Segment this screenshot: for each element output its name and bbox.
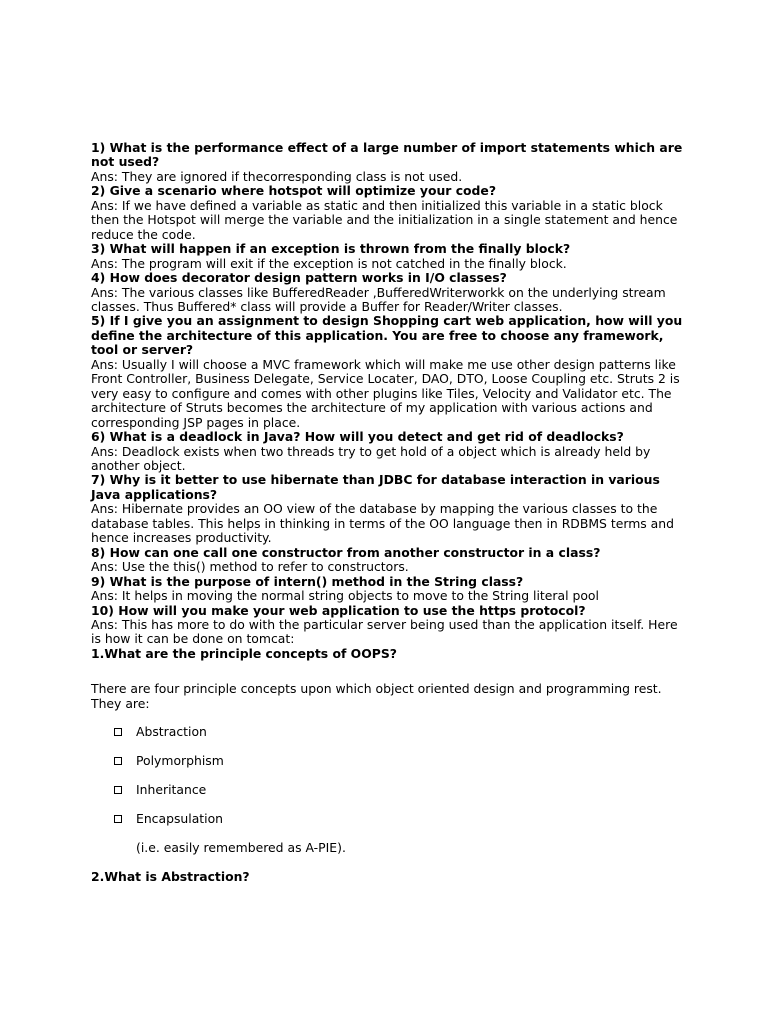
- list-item: [91, 812, 691, 841]
- checkbox-bullet-icon: [114, 786, 122, 794]
- answer-7: Ans: Hibernate provides an OO view of the database by mapping the various classes to the database tables. This helps in thinking in terms of the OO language then in RDBMS terms and hence increases productivity.: [91, 501, 674, 546]
- answer-6: Ans: Deadlock exists when two threads try to get hold of a object which is already held by another object.: [91, 443, 651, 473]
- answer-9: Ans: It helps in moving the normal string objects to move to the String literal pool: [91, 588, 599, 604]
- question-7: 7) Why is it better to use hibernate than JDBC for database interaction in various Java applications?: [91, 472, 660, 502]
- list-item-label: Encapsulation: [136, 811, 224, 827]
- abstraction-heading: 2.What is Abstraction?: [91, 868, 250, 884]
- question-1: 1) What is the performance effect of a large number of import statements which are not used?: [91, 140, 683, 170]
- question-2: 2) Give a scenario where hotspot will optimize your code?: [91, 183, 497, 199]
- list-item: [91, 725, 691, 754]
- oops-intro: There are four principle concepts upon which object oriented design and programming rest. They are:: [91, 681, 662, 711]
- answer-4: Ans: The various classes like BufferedReader ,BufferedWriterworkk on the underlying stream classes. Thus Buffered* class will provide a Buffer for Reader/Writer classes.: [91, 284, 666, 314]
- question-9: 9) What is the purpose of intern() method in the String class?: [91, 573, 524, 589]
- checkbox-bullet-icon: [114, 757, 122, 765]
- answer-5: Ans: Usually I will choose a MVC framework which will make me use other design patterns like Front Controller, Business Delegate, Service Locater, DAO, DTO, Loose Coupling etc. Struts 2 is very easy to configure and comes with other plugins like Tiles, Velocity and Validator etc. The architecture of Struts becomes the architecture of my application with various actions and corresponding JSP pages in place.: [91, 356, 680, 430]
- question-10: 10) How will you make your web application to use the https protocol?: [91, 602, 586, 618]
- apie-note: (i.e. easily remembered as A-PIE).: [136, 840, 346, 856]
- question-3: 3) What will happen if an exception is thrown from the finally block?: [91, 241, 571, 257]
- answer-2: Ans: If we have defined a variable as static and then initialized this variable in a static block then the Hotspot will merge the variable and the initialization in a single statement and hence reduce the code.: [91, 197, 678, 242]
- checkbox-bullet-icon: [114, 815, 122, 823]
- question-4: 4) How does decorator design pattern works in I/O classes?: [91, 270, 507, 286]
- answer-3: Ans: The program will exit if the exception is not catched in the finally block.: [91, 255, 567, 271]
- list-item-label: Inheritance: [136, 782, 207, 798]
- question-8: 8) How can one call one constructor from another constructor in a class?: [91, 544, 601, 560]
- answer-8: Ans: Use the this() method to refer to constructors.: [91, 559, 409, 575]
- answer-10: Ans: This has more to do with the particular server being used than the application itself. Here is how it can be done on tomcat:: [91, 616, 678, 647]
- list-item-label: Abstraction: [136, 724, 207, 740]
- checkbox-bullet-icon: [114, 728, 122, 736]
- question-6: 6) What is a deadlock in Java? How will you detect and get rid of deadlocks?: [91, 429, 624, 445]
- oops-heading: 1.What are the principle concepts of OOPS?: [91, 645, 397, 661]
- answer-1: Ans: They are ignored if thecorresponding class is not used.: [91, 168, 463, 184]
- list-item: [91, 754, 691, 783]
- oops-concepts-list: [91, 725, 691, 841]
- document-page: [91, 141, 691, 884]
- list-item-label: Polymorphism: [136, 753, 224, 769]
- list-item: [91, 783, 691, 812]
- question-5: 5) If I give you an assignment to design Shopping cart web application, how will you define the architecture of this application. You are free to choose any framework, tool or server?: [91, 313, 683, 358]
